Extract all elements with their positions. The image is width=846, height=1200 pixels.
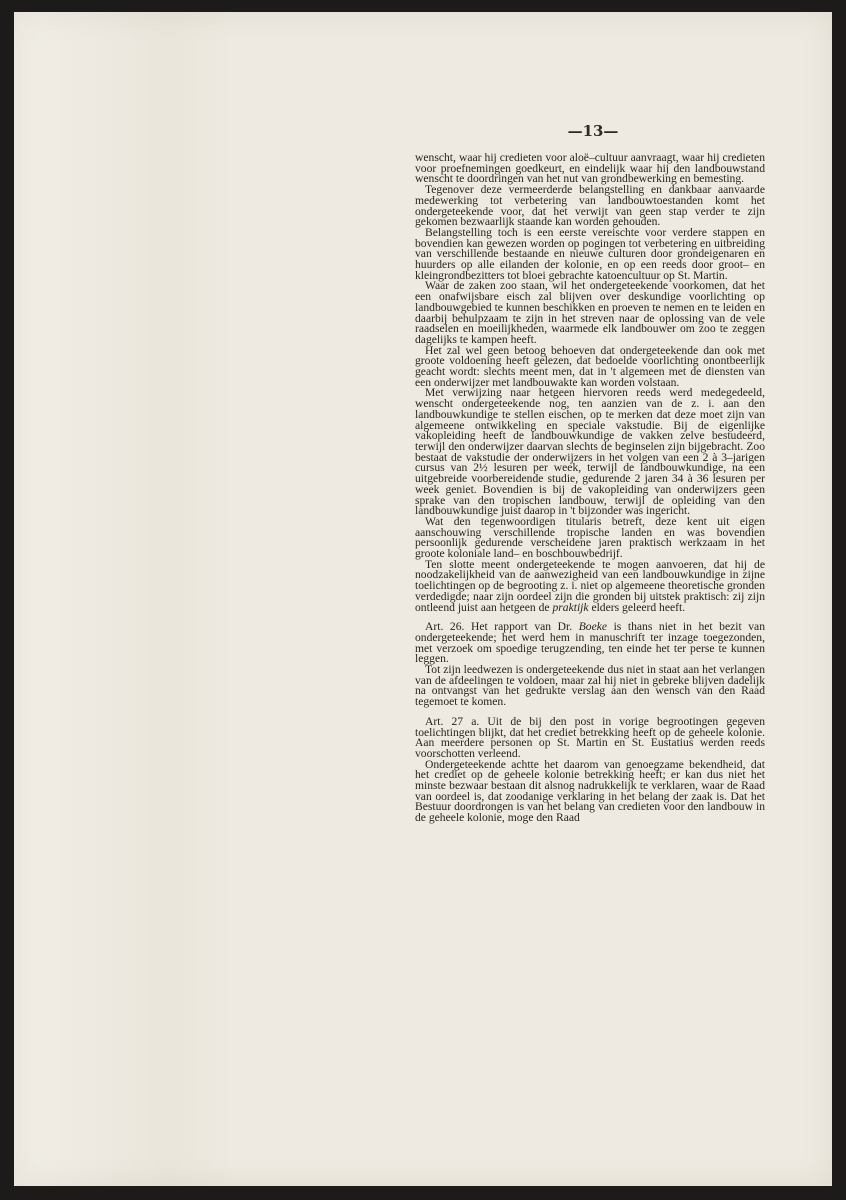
paragraph-art-26 <box>415 622 765 665</box>
paragraph: Wat den tegenwoordigen titularis betreft, deze kent uit eigen aanschouwing verschillende tropische landen en was bovendien persoonlijk gedurende verscheidene jaren praktisch werkzaam in het groote koloniale land– en boschbouwbedrijf. <box>415 514 765 561</box>
paragraph: Tegenover deze vermeerderde belangstelling en dankbaar aanvaarde medewerking tot verbetering van landbouwtoestanden komt het ondergeteekende voor, dat het verwijt van geen stap verder te zijn gekomen bezwaarlijk staande kan worden gehouden. <box>415 183 765 229</box>
paragraph: Ondergeteekende achtte het daarom van genoegzame bekendheid, dat het crediet op de geheele kolonie betrekking heeft; er kan dus niet het minste bezwaar bestaan dit alsnog nadrukkelijk te verklaren, waar de Raad van oordeel is, dat zoodanige verklaring in het belang der zaak is. Dat het Bestuur doordrongen is van het belang van credieten voor den landbouw in de geheele kolonie, moge den Raad <box>415 757 765 825</box>
document-page <box>14 12 832 1186</box>
paragraph-art-27a: Art. 27 a. Uit de bij den post in vorige begrootingen gegeven toelichtingen blijkt, dat het crediet betrekking heeft op de geheele kolonie. Aan meerdere personen op St. Martin en St. Eustatius werden reeds voorschotten verleend. <box>415 714 765 760</box>
paragraph: Waar de zaken zoo staan, wil het ondergeteekende voorkomen, dat het een onafwijsbare eisch zal blijven over deskundige voorlichting op landbouwgebied te kunnen beschikken en proeven te nemen en te leiden en daarbij behulpzaam te zijn in het streven naar de oplossing van de vele raadselen en moeilijkheden, waarmede elk landbouwer om zoo te zeggen dagelijks te kampen heeft. <box>415 279 765 346</box>
paper-fold-shading <box>14 12 236 1186</box>
paragraph-text: Art. 26. Het rapport van Dr. <box>425 620 579 634</box>
paragraph-text-tail: elders geleerd heeft. <box>588 600 686 614</box>
paragraph: Het zal wel geen betoog behoeven dat ondergeteekende dan ook met groote voldoening heeft gelezen, dat bedoelde voorlichting onontbeerlijk geacht wordt: slechts meent men, dat in 't algemeen met de diensten van een onderwijzer met landbouwakte kan worden volstaan. <box>415 343 765 389</box>
paragraph: Belangstelling toch is een eerste vereischte voor verdere stappen en bovendien kan gewezen worden op pogingen tot verbetering en uitbreiding van verschillende bestaande en nieuwe culturen door grondeigenaren en huurders op alle eilanden der kolonie, en op een reeds door groot– en kleingrondbezitters tot bloei gebrachte katoencultuur op St. Martin. <box>415 225 765 282</box>
emphasis-praktijk: praktijk <box>552 600 589 614</box>
text-column <box>415 153 765 824</box>
paragraph-text-tail: is thans niet in het bezit van ondergeteekende; het werd hem in manuschrift ter inzage toegezonden, met verzoek om spoedige terugzending, ten einde het ter perse te kunnen leggen. <box>415 620 766 666</box>
emphasis-boeke: Boeke <box>578 620 608 634</box>
paragraph: wenscht, waar hij credieten voor aloë–cultuur aanvraagt, waar hij credieten voor proefnemingen goedkeurt, en eindelijk waar hij den landbouwstand wenscht te doordringen van het nut van grondbewerking en bemesting. <box>415 151 765 186</box>
paragraph <box>415 557 765 614</box>
page-number: —13— <box>567 122 619 140</box>
paragraph-text: Ten slotte meent ondergeteekende te mogen aanvoeren, dat hij de noodzakelijkheid van de aanwezigheid van een landbouwkundige in zijne toelichtingen op de begrooting z. i. niet op algemeene theoretische gronden verdedigde; naar zijn oordeel zijn die gronden bij uitstek praktisch: zij zijn ontleend juist aan hetgeen de <box>415 557 765 614</box>
paragraph: Met verwijzing naar hetgeen hiervoren reeds werd medegedeeld, wenscht ondergeteekende nog, ten aanzien van de z. i. aan den landbouwkundige te stellen eischen, op te merken dat deze moet zijn van algemeene ontwikkeling en speciale vakstudie. Bij de eigenlijke vakopleiding heeft de landbouwkundige de vakken zelve bestudeerd, terwijl den onderwijzer daarvan slechts de beginselen zijn bijgebracht. Zoo bestaat de vakstudie der onderwijzers in het volgen van een 2 à 3–jarigen cursus van 2½ lesuren per week, terwijl de landbouwkundige, na een uitgebreide voorbereidende studie, gedurende 2 jaren 34 à 36 lesuren per week geniet. Bovendien is bij de vakopleiding van onderwijzers geen sprake van den tropischen landbouw, terwijl de opleiding van den landbouwkundige juist daarop in 't bijzonder was ingericht. <box>415 386 765 518</box>
paragraph: Tot zijn leedwezen is ondergeteekende dus niet in staat aan het verlangen van de afdeelingen te voldoen, maar zal hij niet in gebreke blijven dadelijk na ontvangst van het gedrukte verslag aan den wensch van den Raad tegemoet te komen. <box>415 663 765 709</box>
